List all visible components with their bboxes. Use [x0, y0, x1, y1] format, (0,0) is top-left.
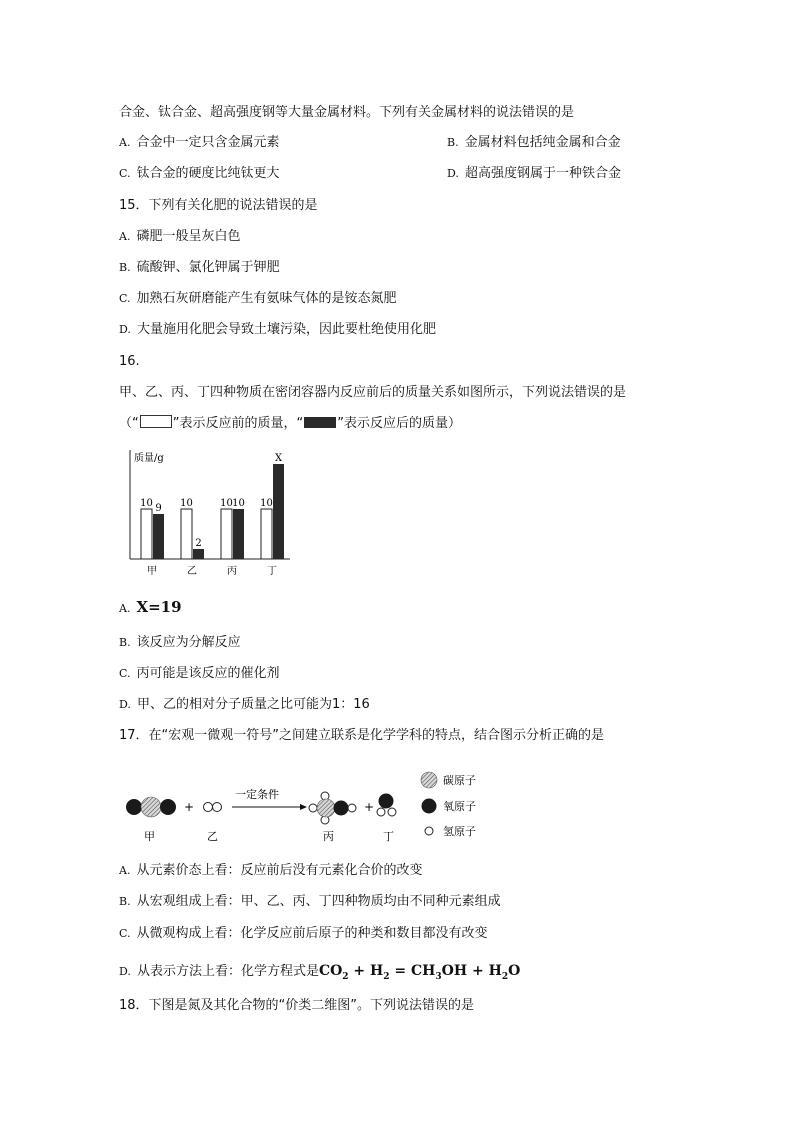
label-yi: 乙: [207, 830, 218, 843]
q16-option-a[interactable]: [119, 598, 182, 618]
option-text: 从宏观组成上看：甲、乙、丙、丁四种物质均由不同种元素组成: [136, 894, 501, 909]
option-letter: C.: [119, 927, 131, 940]
bar-before-3: [221, 509, 232, 559]
bar-after-1: [153, 514, 164, 559]
eq-h2o-h: H: [488, 963, 502, 979]
bar-before-2: [181, 509, 192, 559]
bar-before-label: 10: [260, 498, 273, 509]
q16-option-c[interactable]: [119, 665, 280, 683]
oxygen-atom: [160, 799, 176, 815]
q15-option-a[interactable]: [119, 228, 240, 246]
option-letter: A.: [119, 230, 131, 243]
hydrogen-atom: [377, 808, 385, 816]
eq-plus: +: [348, 963, 371, 979]
option-letter: B.: [119, 895, 131, 908]
eq-ch: CH: [411, 963, 436, 979]
option-text: 钛合金的硬度比纯钛更大: [136, 166, 280, 181]
option-letter: A.: [119, 602, 131, 615]
question-16-number: 16.: [119, 354, 140, 369]
eq-plus: +: [467, 963, 489, 979]
eq-sub: 2: [383, 971, 390, 982]
before-mass-swatch: [140, 415, 172, 428]
question-18-stem: 18．下图是氮及其化合物的“价类二维图”。下列说法错误的是: [119, 998, 475, 1013]
label-ding: 丁: [383, 830, 394, 843]
question-15-stem: 15．下列有关化肥的说法错误的是: [119, 198, 318, 213]
eq-sub: 2: [501, 971, 509, 982]
option-text: 从元素价态上看：反应前后没有元素化合价的改变: [136, 863, 423, 878]
carbon-atom: [317, 799, 335, 817]
bar-after-label: 2: [195, 538, 202, 549]
legend-oxygen: 氧原子: [443, 800, 476, 813]
q15-option-b[interactable]: [119, 259, 280, 277]
bar-before-label: 10: [140, 498, 153, 509]
after-mass-swatch: [304, 417, 336, 428]
arrow-head: [300, 804, 307, 810]
x-tick-label: 乙: [187, 566, 197, 577]
oxygen-atom: [379, 794, 394, 809]
option-text: 加熟石灰研磨能产生有氨味气体的是铵态氮肥: [136, 291, 397, 306]
q15-option-c[interactable]: [119, 290, 397, 308]
option-text: 从微观构成上看：化学反应前后原子的种类和数目都没有改变: [136, 926, 488, 941]
option-text: 合金中一定只含金属元素: [136, 135, 280, 150]
option-text: 磷肥一般呈灰白色: [136, 229, 241, 244]
bar-before-label: 10: [180, 498, 193, 509]
option-letter: B.: [119, 636, 131, 649]
option-text: 超高强度钢属于一种铁合金: [464, 166, 621, 181]
q15-option-d[interactable]: [119, 321, 436, 339]
hydrogen-legend-icon: [425, 827, 433, 835]
molecule-reaction-diagram: [118, 764, 498, 844]
hydrogen-atom: [348, 804, 356, 812]
legend-text-after: ”表示反应后的质量）: [337, 416, 461, 431]
option-text: 该反应为分解反应: [136, 635, 241, 650]
option-text: 金属材料包括纯金属和合金: [464, 135, 621, 150]
reaction-condition: 一定条件: [235, 788, 279, 801]
legend-text-open: （“: [119, 416, 139, 431]
question-16-legend-note: [119, 415, 461, 433]
hydrogen-atom: [309, 804, 317, 812]
option-letter: C.: [119, 667, 131, 680]
eq-sub: 3: [435, 971, 442, 982]
option-letter: A.: [119, 864, 131, 877]
label-bing: 丙: [323, 830, 334, 843]
q14-option-d[interactable]: [447, 165, 621, 183]
bar-after-label: 10: [232, 498, 245, 509]
plus-sign: +: [184, 800, 195, 814]
option-text: 大量施用化肥会导致土壤污染，因此要杜绝使用化肥: [136, 322, 436, 337]
bar-before-label: 10: [220, 498, 233, 509]
y-axis-label: 质量/g: [134, 453, 164, 464]
chemical-equation: [318, 963, 521, 982]
option-letter: B.: [119, 261, 131, 274]
question-16-stem: 甲、乙、丙、丁四种物质在密闭容器内反应前后的质量关系如图所示，下列说法错误的是: [119, 385, 627, 400]
option-text: 丙可能是该反应的催化剂: [136, 666, 280, 681]
hydrogen-atom: [204, 803, 213, 812]
bar-after-label: 9: [155, 503, 162, 514]
bar-before-1: [141, 509, 152, 559]
q17-option-d[interactable]: [119, 962, 520, 986]
legend-text-before: ”表示反应前的质量，“: [172, 416, 304, 431]
option-text: 从表示方法上看：化学方程式是: [136, 964, 319, 979]
q16-option-d[interactable]: [119, 696, 370, 714]
eq-h: H: [370, 963, 384, 979]
eq-oh: OH: [441, 963, 468, 979]
co2-molecule: [126, 797, 176, 817]
q17-option-b[interactable]: [119, 893, 501, 911]
option-text: 硫酸钾、氯化钾属于钾肥: [136, 260, 280, 275]
legend-carbon: 碳原子: [443, 774, 476, 787]
q14-option-c[interactable]: [119, 165, 280, 183]
question-17-stem: 17．在“宏观一微观一符号”之间建立联系是化学学科的特点，结合图示分析正确的是: [119, 728, 605, 743]
x-tick-label: 丙: [227, 566, 237, 577]
bar-after-4: [273, 464, 284, 559]
eq-equals: =: [389, 963, 412, 979]
option-letter: D.: [447, 167, 459, 180]
option-letter: C.: [119, 167, 131, 180]
eq-o: O: [508, 963, 521, 979]
question-14-stem-tail: 合金、钛合金、超高强度钢等大量金属材料。下列有关金属材料的说法错误的是: [119, 105, 575, 120]
option-letter: D.: [119, 965, 131, 978]
hydrogen-atom: [388, 808, 396, 816]
bar-after-label: X: [274, 453, 283, 464]
bar-before-4: [261, 509, 272, 559]
x-tick-label: 丁: [267, 566, 277, 577]
option-text: 甲、乙的相对分子质量之比可能为1：16: [136, 697, 370, 712]
option-letter: C.: [119, 292, 131, 305]
option-letter: D.: [119, 323, 131, 336]
x-tick-label: 甲: [147, 566, 157, 577]
mass-bar-chart: [118, 446, 298, 580]
oxygen-legend-icon: [422, 799, 437, 814]
q17-option-c[interactable]: [119, 925, 488, 943]
carbon-legend-icon: [421, 772, 437, 788]
option-letter: B.: [447, 136, 459, 149]
q14-option-a[interactable]: [119, 134, 279, 152]
legend-hydrogen: 氢原子: [443, 825, 476, 838]
carbon-atom: [141, 797, 161, 817]
hydrogen-atom: [213, 803, 222, 812]
label-jia: 甲: [144, 830, 155, 843]
q16-option-b[interactable]: [119, 634, 241, 652]
oxygen-atom: [334, 801, 349, 816]
q17-option-a[interactable]: [119, 862, 422, 880]
atom-legend: [421, 772, 476, 838]
h2o-molecule: [377, 794, 396, 817]
option-text: X=19: [136, 598, 182, 616]
h2-molecule: [204, 803, 222, 812]
oxygen-atom: [126, 799, 142, 815]
eq-sub: 2: [342, 971, 349, 982]
plus-sign: +: [364, 800, 375, 814]
bar-after-2: [193, 549, 204, 559]
bar-after-3: [233, 509, 244, 559]
option-letter: D.: [119, 698, 131, 711]
eq-co: CO: [318, 963, 343, 979]
option-letter: A.: [119, 136, 131, 149]
q14-option-b[interactable]: [447, 134, 621, 152]
ch3oh-molecule: [309, 792, 356, 824]
